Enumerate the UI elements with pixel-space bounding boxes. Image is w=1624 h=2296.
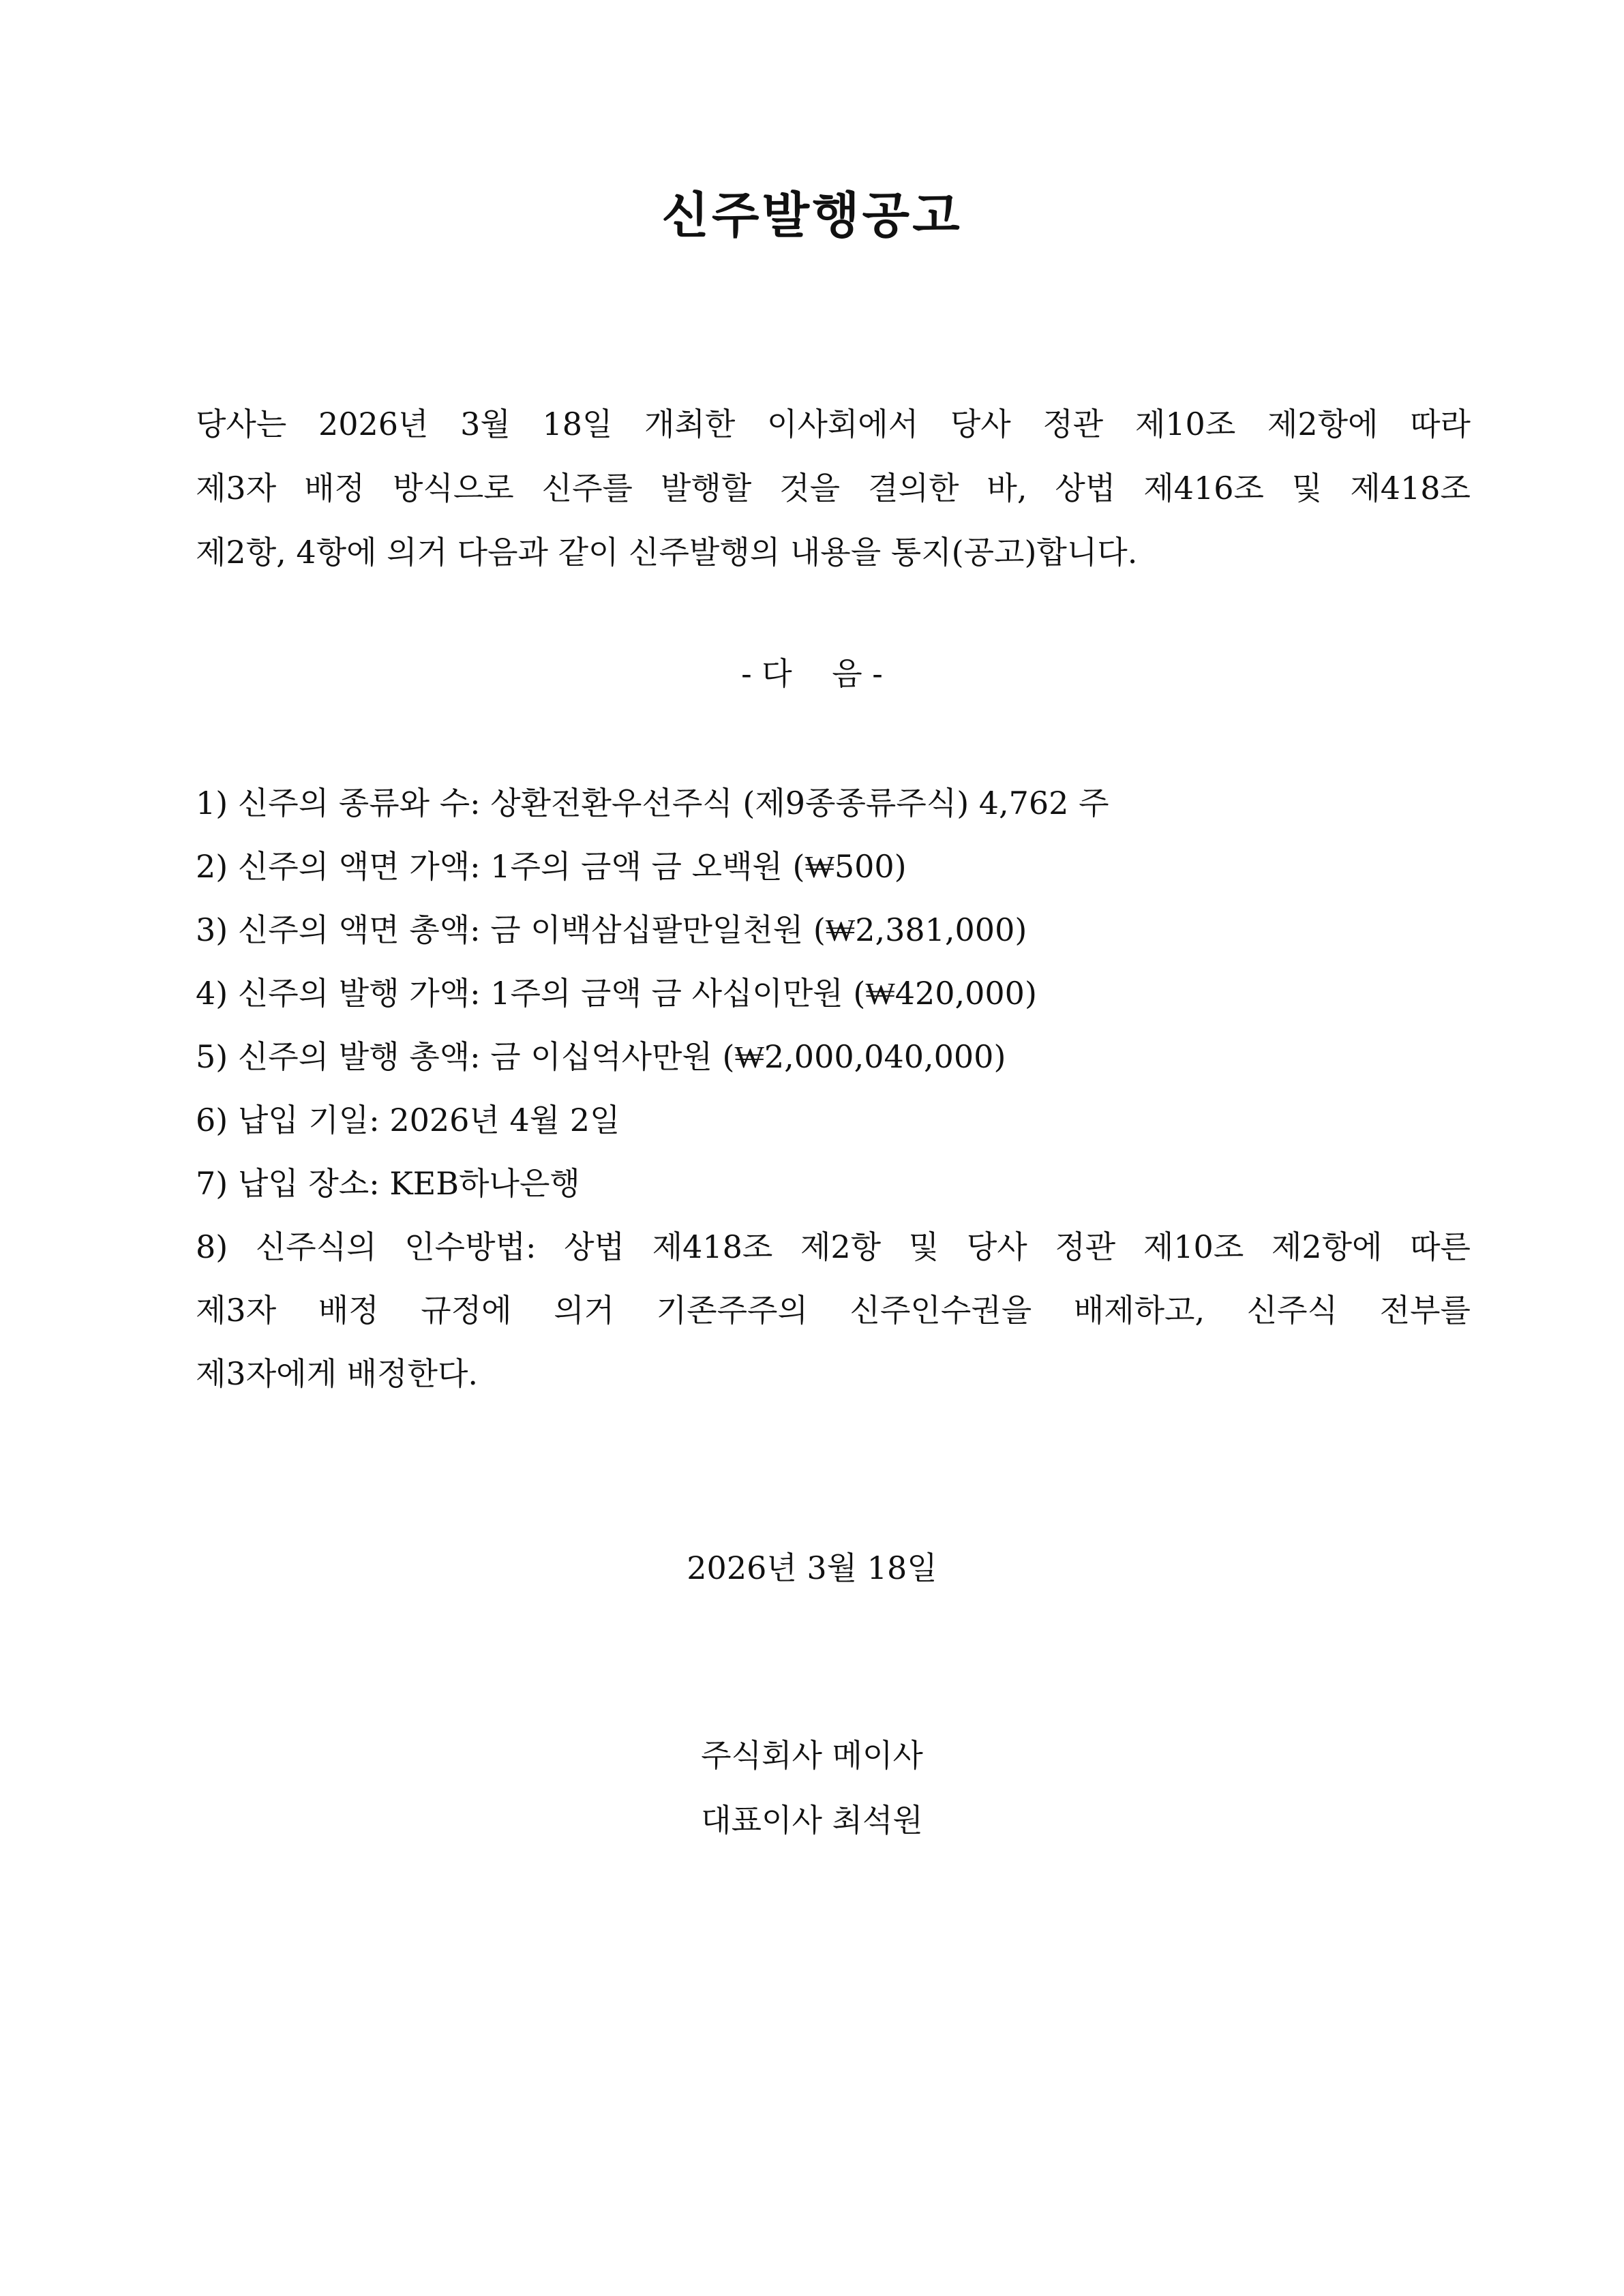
list-item: 2) 신주의 액면 가액: 1주의 금액 금 오백원 (₩500) <box>196 848 907 885</box>
list-item: 3) 신주의 액면 총액: 금 이백삼십팔만일천원 (₩2,381,000) <box>196 911 1027 948</box>
intro-line: 당사는 2026년 3월 18일 개최한 이사회에서 당사 정관 제10조 제2항에 따라 <box>196 406 1471 442</box>
representative-name: 대표이사 최석원 <box>701 1802 923 1839</box>
list-item: 1) 신주의 종류와 수: 상환전환우선주식 (제9종종류주식) 4,762 주 <box>196 785 1109 821</box>
list-item-subscription-method: 8) 신주식의 인수방법: 상법 제418조 제2항 및 당사 정관 제10조 제2항에 따른 <box>196 1228 1471 1265</box>
list-item-subscription-method-continued: 제3자 배정 규정에 의거 기존주주의 신주인수권을 배제하고, 신주식 전부를 <box>196 1292 1471 1329</box>
list-item: 7) 납입 장소: KEB하나은행 <box>196 1165 580 1202</box>
intro-paragraph <box>196 392 1471 584</box>
list-item-subscription-method-continued: 제3자에게 배정한다. <box>196 1355 478 1392</box>
list-item: 5) 신주의 발행 총액: 금 이십억사만원 (₩2,000,040,000) <box>196 1038 1006 1075</box>
intro-line: 제3자 배정 방식으로 신주를 발행할 것을 결의한 바, 상법 제416조 및 제418조 <box>196 470 1471 507</box>
page-title: 신주발행공고 <box>661 186 963 244</box>
notice-items-list <box>196 772 1471 1406</box>
section-separator: - 다 음 - <box>741 655 883 692</box>
intro-line: 제2항, 4항에 의거 다음과 같이 신주발행의 내용을 통지(공고)합니다. <box>196 534 1138 571</box>
list-item: 4) 신주의 발행 가액: 1주의 금액 금 사십이만원 (₩420,000) <box>196 975 1037 1012</box>
company-name: 주식회사 메이사 <box>701 1737 923 1774</box>
notice-date: 2026년 3월 18일 <box>687 1550 937 1586</box>
list-item: 6) 납입 기일: 2026년 4월 2일 <box>196 1102 620 1138</box>
